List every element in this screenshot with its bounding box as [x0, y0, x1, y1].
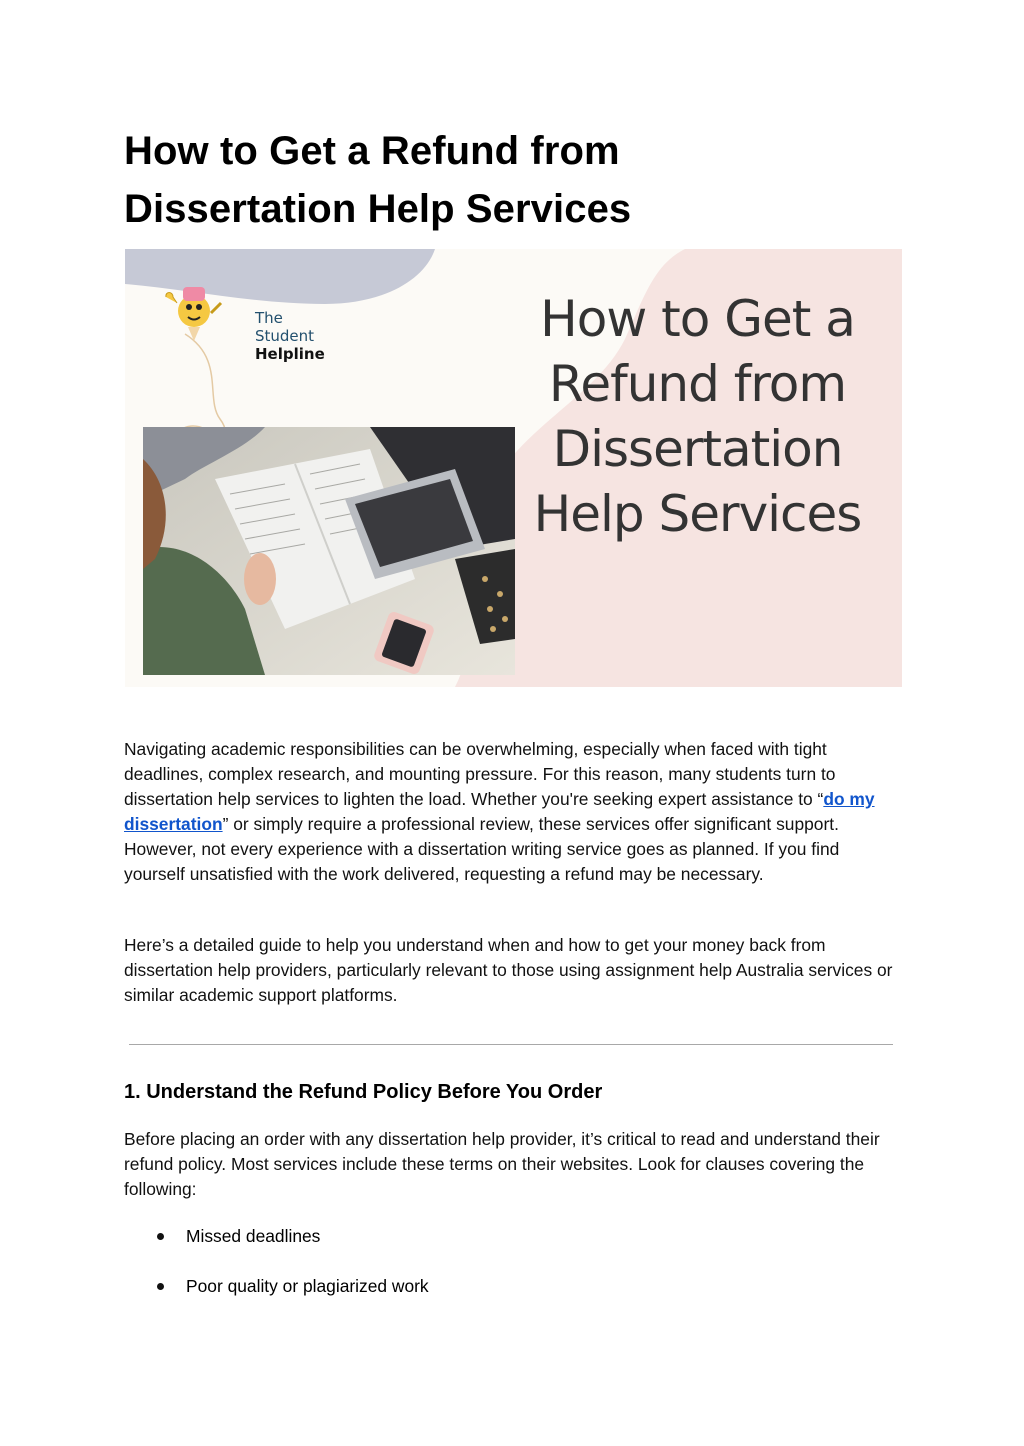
brand-logo [161, 273, 325, 363]
bullet-icon [157, 1233, 164, 1240]
intro-text-part-2: ” or simply require a professional review, these services offer significant support. However, not every experience with a dissertation writing service goes as planned. If you find yourself unsatisfied with the work delivered, requesting a refund may be necessary. [124, 814, 840, 884]
page-title-line-1: How to Get a Refund from [124, 129, 620, 173]
banner-title-line-4: Help Services [533, 485, 862, 543]
list-item-text: Poor quality or plagiarized work [186, 1276, 429, 1296]
brand-name-line-1: The Student [255, 309, 315, 345]
list-item-text: Missed deadlines [186, 1226, 321, 1246]
hero-banner-image [125, 249, 902, 687]
pencil-mascot-icon [161, 273, 231, 343]
study-photo [143, 427, 515, 676]
do-my-dissertation-link[interactable]: do my dissertation [124, 789, 875, 834]
banner-title [500, 287, 895, 547]
section-heading: 1. Understand the Refund Policy Before You Order [124, 1081, 603, 1103]
brand-name-line-2: Helpline [255, 345, 325, 363]
page-title-line-2: Dissertation Help Services [124, 187, 632, 231]
banner-title-line-2: Refund from [548, 355, 847, 413]
banner-title-line-1: How to Get a [540, 290, 855, 348]
refund-clauses-list [124, 1224, 429, 1324]
list-item [124, 1274, 429, 1324]
list-item [124, 1224, 429, 1274]
intro-text-part-1: Navigating academic responsibilities can be overwhelming, especially when faced with tight deadlines, complex research, and mounting pressure. For this reason, many students turn to dissertation help services to lighten the load. Whether you're seeking expert assistance to “ [124, 739, 836, 809]
section-paragraph: Before placing an order with any dissertation help provider, it’s critical to read and understand their refund policy. Most services include these terms on their websites. Look for clauses covering the following: [124, 1129, 880, 1199]
guide-paragraph: Here’s a detailed guide to help you understand when and how to get your money back from dissertation help providers, particularly relevant to those using assignment help Australia services or similar academic support platforms. [124, 935, 893, 1005]
horizontal-divider [129, 1044, 893, 1045]
page-title [124, 122, 924, 238]
intro-paragraph [124, 737, 904, 887]
banner-title-line-3: Dissertation [552, 420, 843, 478]
bullet-icon [157, 1283, 164, 1290]
